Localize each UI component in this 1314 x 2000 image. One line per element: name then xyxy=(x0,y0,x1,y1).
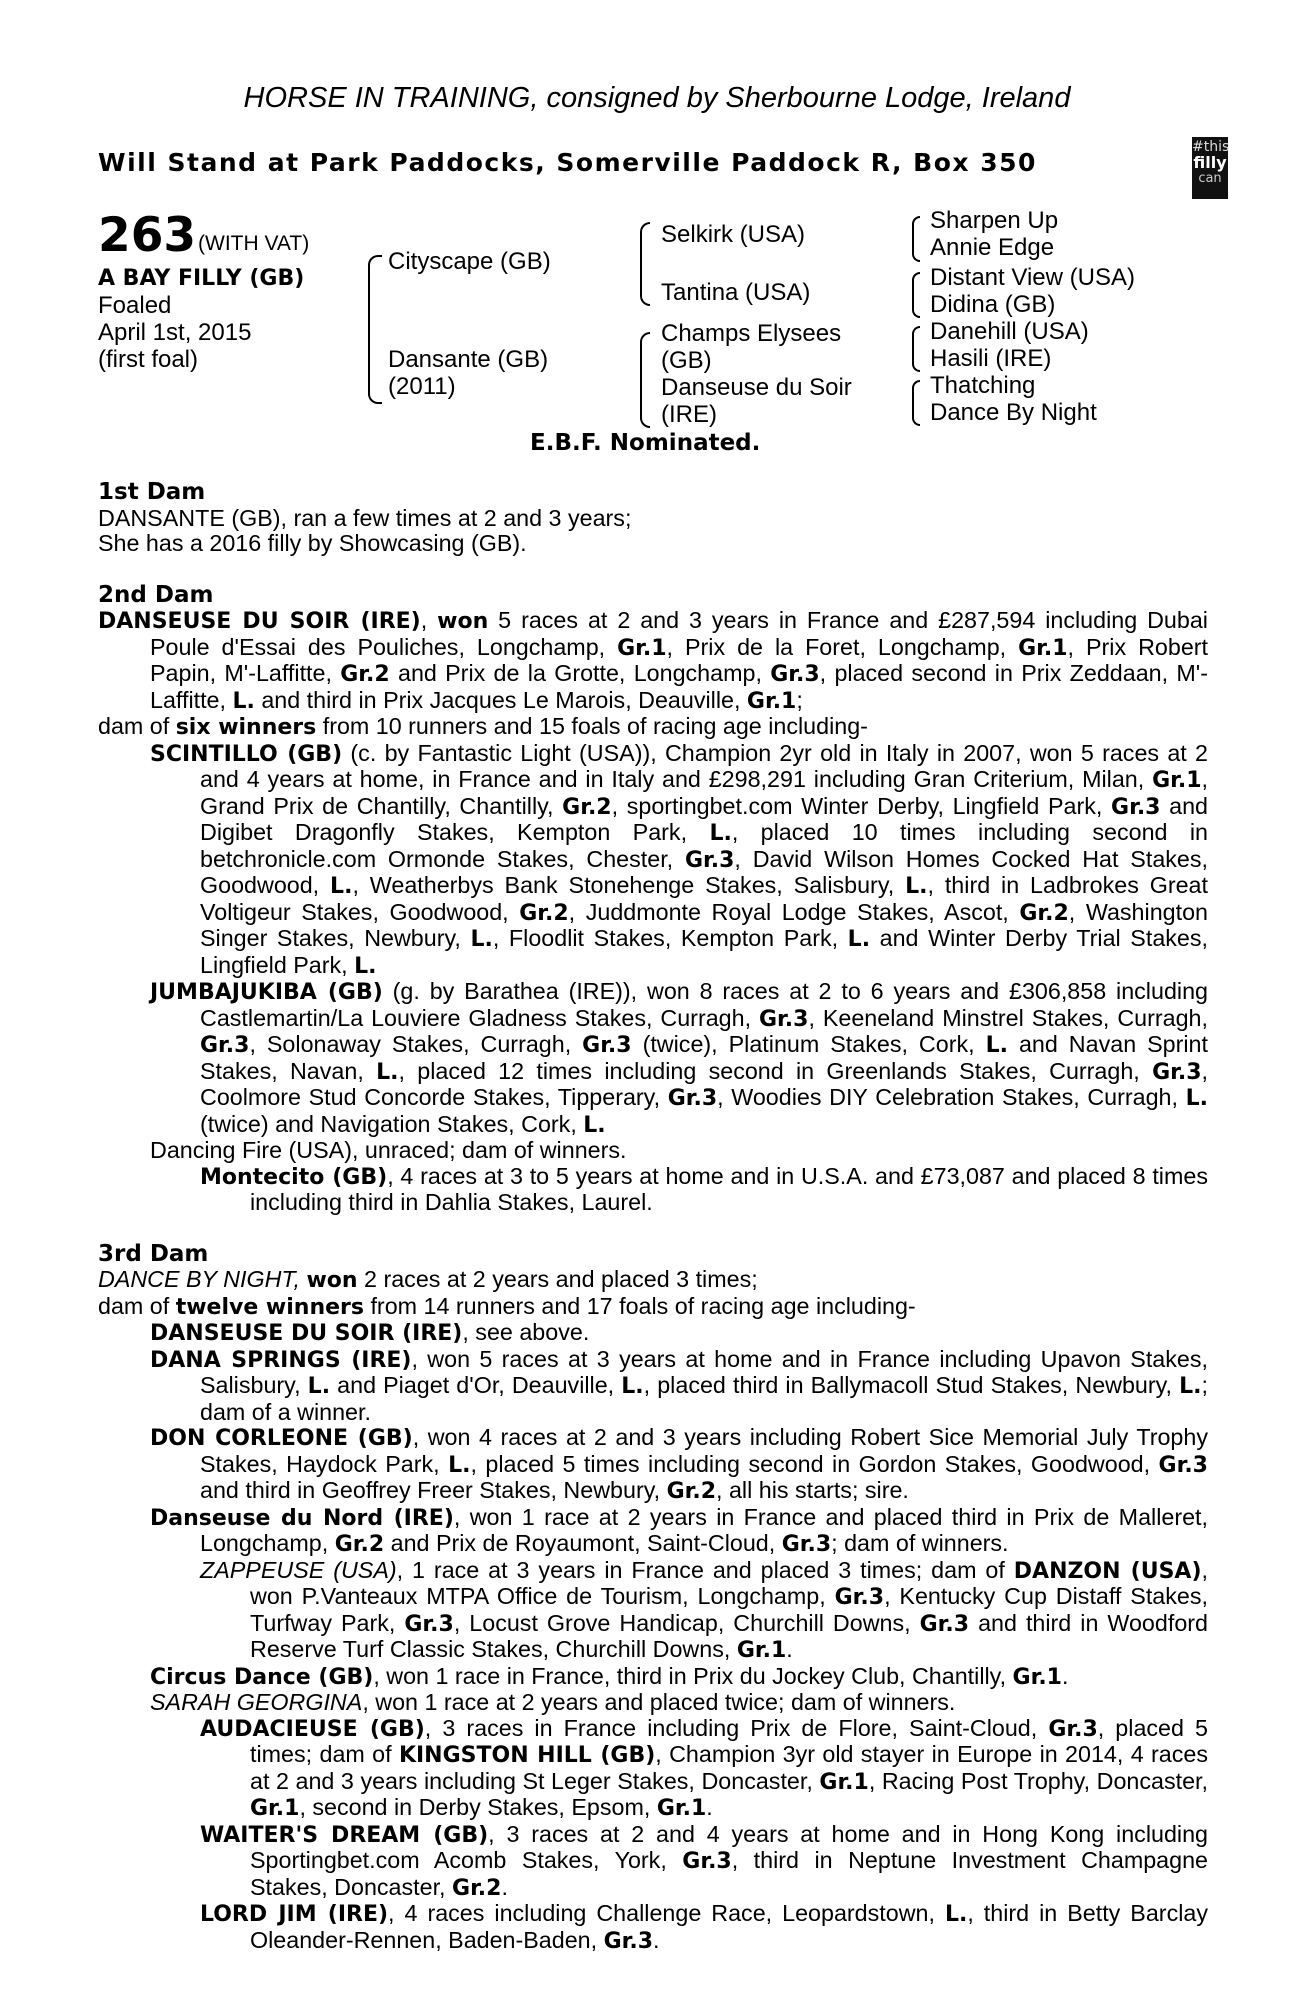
bold-run: DANZON (USA) xyxy=(1013,1558,1202,1584)
text-run: , Washington Singer Stakes, Newbury, xyxy=(200,898,1208,951)
text-run: , won 4 races at 2 and 3 years including Robert Sice Memorial July Trophy Stakes, Haydock Park, xyxy=(200,1424,1208,1477)
text-run: . xyxy=(501,1873,508,1900)
bold-run: Gr.3 xyxy=(1048,1716,1098,1742)
text-run: and Prix de Royaumont, Saint-Cloud, xyxy=(384,1530,782,1556)
dam-brace xyxy=(640,332,650,428)
bold-run: Gr.3 xyxy=(1152,1059,1202,1085)
pedigree-brace xyxy=(368,255,382,404)
text-run: (c. by Fantastic Light (USA)), Champion 2yr old in Italy in 2007, won 5 races at 2 and 4 years at home, in France and in Italy and £298,291 including Gran Criterium, Milan, xyxy=(200,739,1208,792)
text-run: (twice) and Navigation Stakes, Cork, xyxy=(200,1110,584,1137)
text-run: , third in Ladbrokes Great Voltigeur Stakes, Goodwood, xyxy=(200,872,1208,925)
bold-run: Gr.1 xyxy=(617,635,667,661)
montecito-entry xyxy=(200,1164,1208,1216)
bold-run: won xyxy=(437,609,489,634)
bold-run: KINGSTON HILL (GB) xyxy=(398,1743,656,1768)
lot-number: 263 xyxy=(98,208,197,263)
sire-brace xyxy=(640,222,650,306)
bold-run: L. xyxy=(330,874,353,899)
second-dam-heading: 2nd Dam xyxy=(98,581,214,608)
first-dam-line-2: She has a 2016 filly by Showcasing (GB). xyxy=(98,530,527,556)
second-dam-record: DANSEUSE DU SOIR (IRE), won 5 races at 2 and 3 years in France and £287,594 including Dubai Poule d'Essai des Pouliches, Longchamp, Gr.1, Prix de la Foret, Longchamp, Gr.1, Prix Robert Papin, M'-Laffitte, Gr.2 and Prix de la Grotte, Longchamp, Gr.3, placed second in Prix Zeddaan, M'-Laffitte, L. and third in Prix Jacques Le Marois, Deauville, Gr.1; xyxy=(98,607,1209,714)
bold-run: Montecito (GB) xyxy=(200,1164,388,1190)
text-run: dam of xyxy=(98,713,176,739)
bold-run: Gr.2 xyxy=(452,1875,502,1901)
text-run: , Solonaway Stakes, Curragh, xyxy=(249,1031,583,1057)
text-run: , placed second in Prix Zeddaan, M'-Laffitte, xyxy=(150,660,1208,713)
text-run: , won 1 race in France, third in Prix du Jockey Club, Chantilly, xyxy=(373,1662,1013,1689)
text-run: (twice), Platinum Stakes, Cork, xyxy=(631,1031,986,1057)
bold-run: Gr.1 xyxy=(1012,1664,1062,1690)
bold-run: Gr.1 xyxy=(746,688,797,714)
text-run: , placed 12 times including second in Greenlands Stakes, Curragh, xyxy=(398,1057,1153,1084)
text-run: , see above. xyxy=(462,1319,590,1345)
third-dam-record xyxy=(98,1267,1208,1294)
bold-run: L. xyxy=(376,1059,399,1085)
bold-run: L. xyxy=(847,927,871,952)
text-run: , second in Derby Stakes, Epsom, xyxy=(299,1794,657,1820)
text-run: , 4 races including Challenge Race, Leopardstown, xyxy=(388,1900,945,1926)
bold-run: Danseuse du Nord (IRE) xyxy=(150,1505,454,1531)
text-run: and third in Geoffrey Freer Stakes, Newbury, xyxy=(200,1477,667,1503)
horse-name: A BAY FILLY (GB) xyxy=(98,266,305,291)
second-dam-produce xyxy=(98,714,1208,741)
text-run: and Piaget d'Or, Deauville, xyxy=(330,1372,622,1398)
bold-run: LORD JIM (IRE) xyxy=(200,1902,389,1927)
text-run: , Coolmore Stud Concorde Stakes, Tipperary, xyxy=(200,1057,1208,1110)
bold-run: Gr.3 xyxy=(834,1585,885,1610)
bold-run: L. xyxy=(985,1033,1008,1058)
bold-run: L. xyxy=(583,1112,606,1138)
text-run: and Digibet Dragonfly Stakes, Kempton Park, xyxy=(200,792,1208,845)
gen3-brace-3 xyxy=(912,326,920,372)
zappeuse-entry xyxy=(200,1558,1208,1664)
third-dam-heading: 3rd Dam xyxy=(98,1240,209,1267)
bold-run: Gr.3 xyxy=(781,1532,832,1557)
bold-run: L. xyxy=(1185,1086,1209,1111)
text-run: , placed third in Ballymacoll Stud Stakes, Newbury, xyxy=(643,1372,1180,1398)
text-run: dam of xyxy=(98,1292,176,1319)
bold-run: Gr.3 xyxy=(919,1611,970,1637)
text-run: from 10 runners and 15 foals of racing age including- xyxy=(316,713,868,739)
text-run: , sportingbet.com Winter Derby, Lingfield Park, xyxy=(611,792,1112,819)
text-run: ; xyxy=(796,686,803,713)
text-run: , third in Betty Barclay Oleander-Rennen, Baden-Baden, xyxy=(250,1900,1208,1953)
text-run: , placed 5 times including second in Gordon Stakes, Goodwood, xyxy=(470,1450,1159,1477)
bold-run: L. xyxy=(944,1902,968,1927)
dam-dam-country: (IRE) xyxy=(661,401,717,428)
text-run: from 14 runners and 17 foals of racing age including- xyxy=(363,1292,916,1319)
text-run: and Prix de la Grotte, Longchamp, xyxy=(389,660,771,686)
gen3-5: Danehill (USA) xyxy=(930,318,1089,345)
italic-run: DANCE BY NIGHT, xyxy=(98,1266,300,1292)
jumbajukiba-entry xyxy=(150,979,1208,1138)
bold-run: DANA SPRINGS (IRE) xyxy=(150,1347,412,1373)
gen3-7: Thatching xyxy=(930,372,1036,399)
ebf-nominated: E.B.F. Nominated. xyxy=(530,430,761,456)
text-run: . xyxy=(1061,1662,1069,1689)
vat-note: (WITH VAT) xyxy=(198,232,310,255)
dam-year: (2011) xyxy=(388,373,456,400)
gen3-1: Sharpen Up xyxy=(930,207,1059,234)
stand-location: Will Stand at Park Paddocks, Somerville Paddock R, Box 350 xyxy=(98,148,1037,177)
text-run: ; dam of a winner. xyxy=(200,1372,1209,1425)
first-foal-note: (first foal) xyxy=(98,346,199,373)
bold-run: AUDACIEUSE (GB) xyxy=(200,1716,425,1742)
text-run: , David Wilson Homes Cocked Hat Stakes, Goodwood, xyxy=(200,845,1209,898)
bold-run: Gr.1 xyxy=(1018,635,1068,661)
text-run: and Navan Sprint Stakes, Navan, xyxy=(200,1031,1208,1084)
bold-run: Gr.3 xyxy=(1111,794,1161,820)
text-run: , won 1 race at 2 years in France and placed third in Prix de Malleret, Longchamp, xyxy=(200,1503,1208,1556)
text-run: 5 races at 2 and 3 years in France and £287,594 including Dubai Poule d'Essai des Pouliches, Longchamp, xyxy=(150,607,1208,660)
gen3-2: Annie Edge xyxy=(930,234,1055,261)
bold-run: twelve winners xyxy=(175,1294,364,1320)
sire-dam: Tantina (USA) xyxy=(661,279,811,306)
italic-run: ZAPPEUSE (USA) xyxy=(200,1556,397,1583)
bold-run: Gr.1 xyxy=(250,1796,300,1821)
text-run: , won 1 race at 2 years and placed twice; dam of winners. xyxy=(362,1689,956,1715)
bold-run: Gr.1 xyxy=(656,1796,707,1821)
dam-sire-country: (GB) xyxy=(661,347,712,374)
bold-run: won xyxy=(306,1268,358,1293)
text-run: , won P.Vanteaux MTPA Office de Tourism, Longchamp, xyxy=(250,1556,1208,1609)
text-run: , 3 races at 2 and 4 years at home and in Hong Kong including Sportingbet.com Acomb Stakes, York, xyxy=(250,1820,1209,1873)
bold-run: Gr.2 xyxy=(519,900,569,926)
bold-run: Gr.3 xyxy=(603,1928,654,1954)
bold-run: L. xyxy=(621,1374,644,1399)
first-dam-heading: 1st Dam xyxy=(98,479,206,505)
gen3-brace-4 xyxy=(912,380,920,426)
bold-run: DANSEUSE DU SOIR (IRE) xyxy=(98,609,421,634)
text-run: . xyxy=(786,1636,793,1662)
bold-run: L. xyxy=(448,1452,471,1478)
text-run: , placed 5 times; dam of xyxy=(250,1714,1208,1767)
bold-run: L. xyxy=(232,688,255,714)
bold-run: L. xyxy=(905,874,928,899)
text-run: , all his starts; sire. xyxy=(716,1477,909,1503)
bold-run: L. xyxy=(307,1374,331,1399)
text-run: , Prix de la Foret, Longchamp, xyxy=(666,633,1019,660)
dancing-fire-entry: Dancing Fire (USA), unraced; dam of winners. xyxy=(150,1137,627,1163)
bold-run: JUMBAJUKIBA (GB) xyxy=(150,980,383,1005)
sire: Cityscape (GB) xyxy=(388,248,551,275)
text-run: , third in Neptune Investment Champagne Stakes, Doncaster, xyxy=(250,1847,1209,1900)
text-run: , Floodlit Stakes, Kempton Park, xyxy=(492,925,848,951)
text-run: , Grand Prix de Chantilly, Chantilly, xyxy=(200,766,1208,819)
bold-run: Gr.1 xyxy=(819,1769,869,1795)
text-run: and third in Prix Jacques Le Marois, Deauville, xyxy=(254,686,747,713)
gen3-3: Distant View (USA) xyxy=(930,264,1135,291)
bold-run: L. xyxy=(1179,1374,1202,1399)
foaled-date: April 1st, 2015 xyxy=(98,319,252,346)
text-run: and Winter Derby Trial Stakes, Lingfield Park, xyxy=(200,925,1209,978)
text-run: , Juddmonte Royal Lodge Stakes, Ascot, xyxy=(568,898,1020,925)
bold-run: Gr.2 xyxy=(562,794,612,820)
first-dam-line-1: DANSANTE (GB), ran a few times at 2 and 3 years; xyxy=(98,504,632,531)
bold-run: L. xyxy=(470,927,493,952)
bold-run: six winners xyxy=(175,715,317,740)
text-run: . xyxy=(706,1794,713,1820)
bold-run: L. xyxy=(709,821,732,846)
text-run: , placed 10 times including second in betchronicle.com Ormonde Stakes, Chester, xyxy=(200,819,1209,872)
foaled-label: Foaled xyxy=(98,292,172,319)
bold-run: WAITER'S DREAM (GB) xyxy=(200,1822,489,1848)
dam-dam: Danseuse du Soir xyxy=(661,374,852,401)
bold-run: Gr.3 xyxy=(1158,1452,1208,1478)
bold-run: L. xyxy=(354,953,377,979)
bold-run: SCINTILLO (GB) xyxy=(150,741,343,767)
lord-jim-entry xyxy=(200,1901,1208,1954)
bold-run: Gr.3 xyxy=(582,1033,632,1058)
scintillo-entry xyxy=(150,741,1208,980)
text-run: , Keeneland Minstrel Stakes, Curragh, xyxy=(808,1004,1208,1031)
text-run: , Locust Grove Handicap, Churchill Downs, xyxy=(453,1609,920,1636)
text-run: , Racing Post Trophy, Doncaster, xyxy=(868,1767,1208,1794)
waiters-dream-entry xyxy=(200,1822,1208,1902)
bold-run: Gr.3 xyxy=(684,847,735,873)
text-run: , Champion 3yr old stayer in Europe in 2014, 4 races at 2 and 3 years including St Leger Stakes, Doncaster, xyxy=(250,1741,1208,1794)
audacieuse-entry xyxy=(200,1716,1208,1822)
gen3-brace-2 xyxy=(912,272,920,318)
catalogue-body xyxy=(98,480,1208,1954)
text-run: 2 races at 2 years and placed 3 times; xyxy=(357,1266,758,1292)
dam-sire: Champs Elysees xyxy=(661,320,842,347)
bold-run: Gr.3 xyxy=(682,1849,732,1874)
bold-run: Gr.3 xyxy=(200,1033,250,1058)
gen3-4: Didina (GB) xyxy=(930,291,1056,318)
circus-dance-entry xyxy=(150,1664,1208,1691)
sire-sire: Selkirk (USA) xyxy=(661,221,806,248)
sarah-georgina-entry xyxy=(150,1690,1208,1716)
text-run: , won 5 races at 3 years at home and in France including Upavon Stakes, Salisbury, xyxy=(200,1345,1208,1398)
text-run: and third in Woodford Reserve Turf Classic Stakes, Churchill Downs, xyxy=(250,1609,1208,1662)
bold-run: Gr.3 xyxy=(667,1086,718,1111)
bold-run: Gr.2 xyxy=(334,1532,385,1557)
bold-run: Circus Dance (GB) xyxy=(150,1664,374,1690)
italic-run: SARAH GEORGINA xyxy=(150,1689,363,1715)
gen3-brace-1 xyxy=(912,216,920,262)
text-run: ; dam of winners. xyxy=(831,1530,1009,1556)
bold-run: Gr.2 xyxy=(666,1479,717,1504)
text-run: , 3 races in France including Prix de Flore, Saint-Cloud, xyxy=(424,1714,1049,1741)
this-filly-can-logo: #this filly can xyxy=(1192,137,1228,199)
gen3-6: Hasili (IRE) xyxy=(930,345,1052,372)
dam: Dansante (GB) xyxy=(388,346,549,373)
bold-run: DANSEUSE DU SOIR (IRE) xyxy=(150,1321,463,1346)
don-corleone-entry xyxy=(150,1425,1208,1505)
text-run: . xyxy=(653,1926,660,1953)
dana-springs-entry xyxy=(150,1347,1208,1426)
bold-run: Gr.2 xyxy=(340,662,390,687)
danseuse-du-nord-entry xyxy=(150,1505,1208,1558)
bold-run: DON CORLEONE (GB) xyxy=(150,1426,413,1451)
bold-run: Gr.2 xyxy=(1019,900,1069,926)
bold-run: Gr.3 xyxy=(404,1611,454,1637)
text-run: (g. by Barathea (IRE)), won 8 races at 2 to 6 years and £306,858 including Castlemartin/La Louviere Gladness Stakes, Curragh, xyxy=(200,978,1208,1031)
page-title: HORSE IN TRAINING, consigned by Sherbourne Lodge, Ireland xyxy=(243,82,1071,114)
bold-run: Gr.1 xyxy=(1152,768,1202,793)
text-run: , 1 race at 3 years in France and placed 3 times; dam of xyxy=(396,1556,1014,1583)
bold-run: Gr.3 xyxy=(770,662,820,687)
third-dam-produce xyxy=(98,1294,1208,1321)
text-run: , Prix Robert Papin, M'-Laffitte, xyxy=(150,633,1209,686)
text-run: , Kentucky Cup Distaff Stakes, Turfway Park, xyxy=(250,1583,1208,1636)
bold-run: Gr.1 xyxy=(736,1638,787,1663)
text-run: , Woodies DIY Celebration Stakes, Curragh, xyxy=(717,1084,1186,1110)
text-run: , Weatherbys Bank Stonehenge Stakes, Salisbury, xyxy=(352,872,906,898)
text-run: , 4 races at 3 to 5 years at home and in U.S.A. and £73,087 and placed 8 times including third in Dahlia Stakes, Laurel. xyxy=(250,1162,1208,1215)
gen3-8: Dance By Night xyxy=(930,399,1097,426)
bold-run: Gr.3 xyxy=(759,1006,809,1032)
danseuse-entry xyxy=(150,1320,1208,1347)
